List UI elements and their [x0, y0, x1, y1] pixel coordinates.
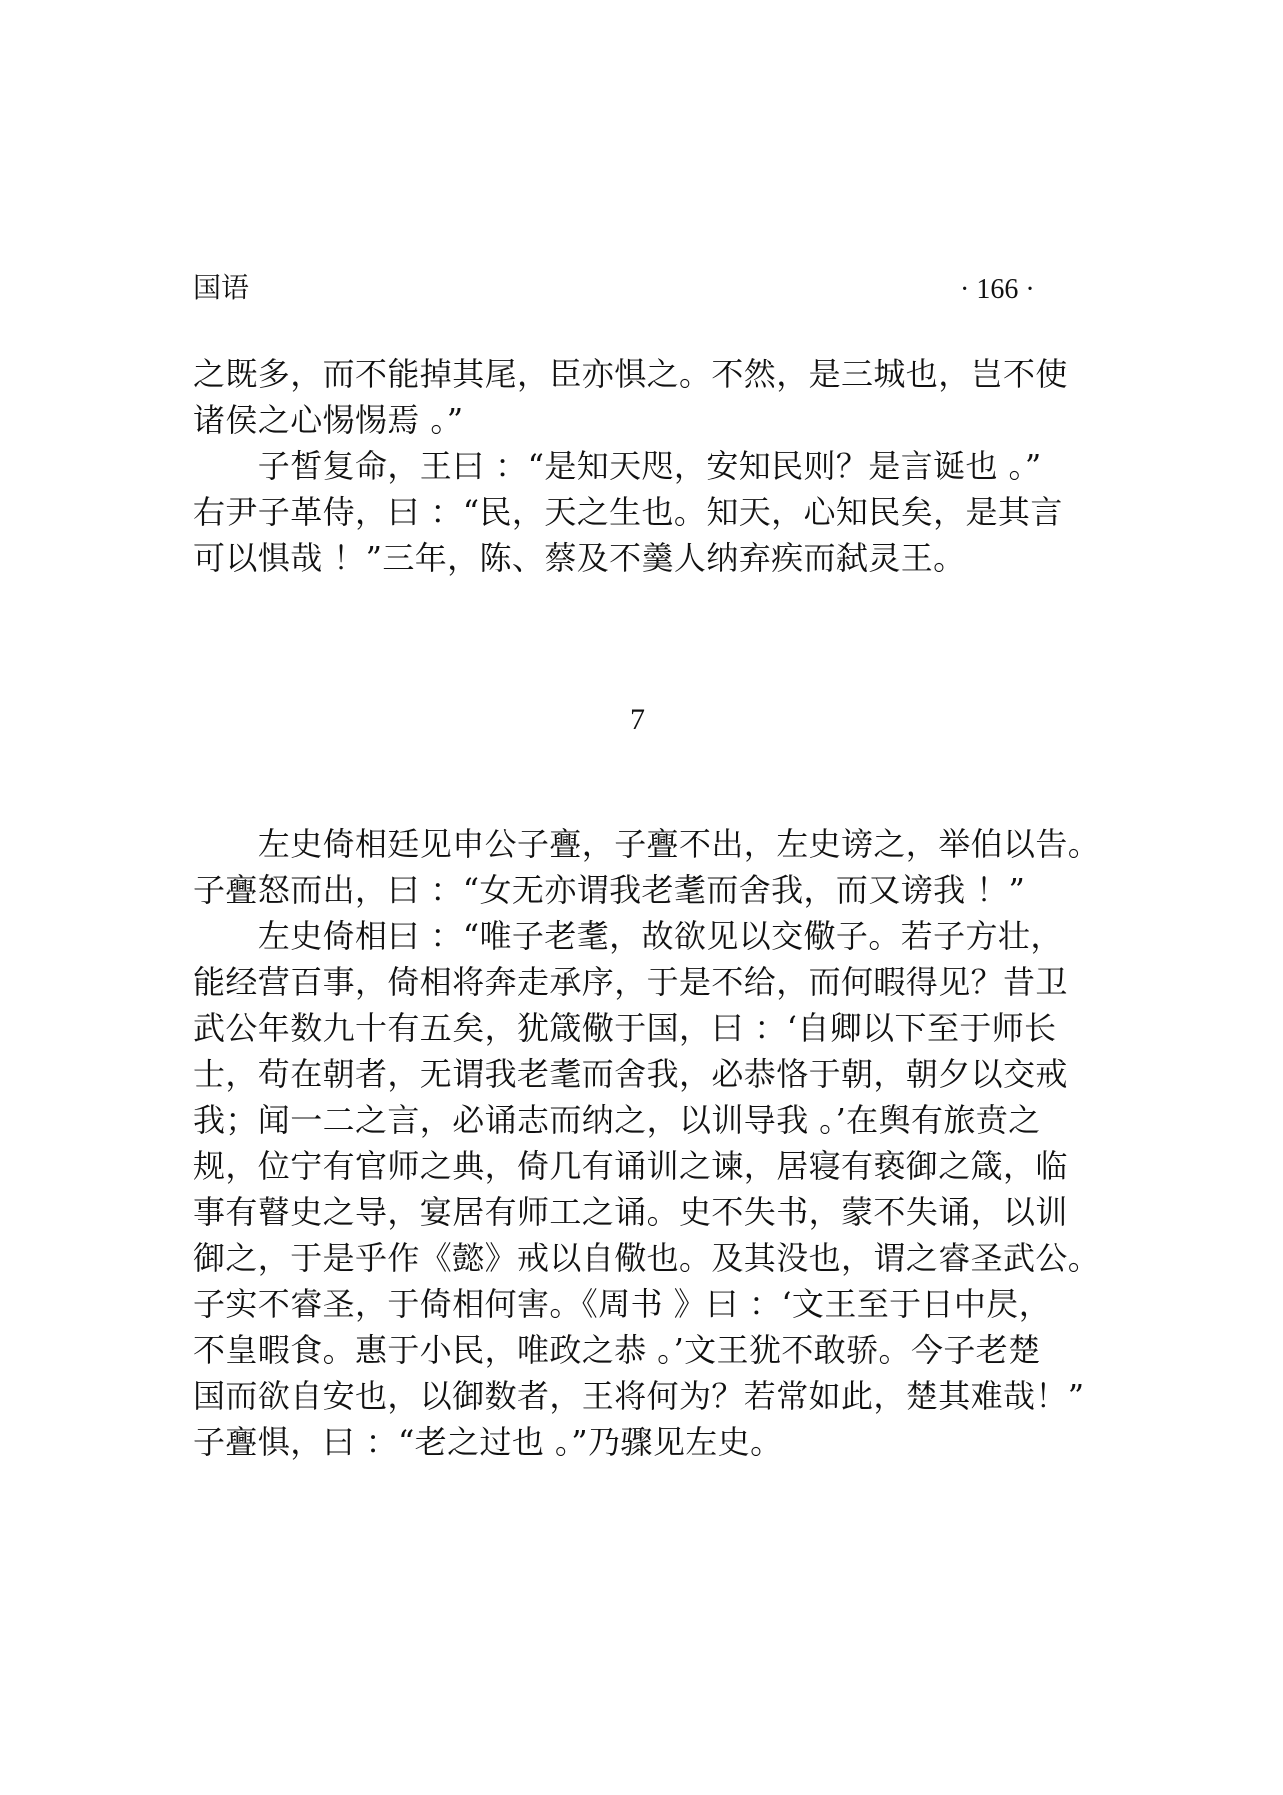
- text-line: 子皙复命，王曰 ：“是知天咫，安知民则？是言诞也 。”: [193, 447, 1042, 485]
- text-line: 右尹子革侍，曰 ：“民，天之生也。知天，心知民矣，是其言: [193, 493, 1063, 531]
- text-line: 左史倚相廷见申公子亹，子亹不出，左史谤之，举伯以告。: [193, 825, 1101, 863]
- text-line: 御之，于是乎作《懿》戒以自儆也。及其没也，谓之睿圣武公。: [193, 1239, 1101, 1277]
- text-line: 不皇暇食。惠于小民，唯政之恭 。’文王犹不敢骄。今子老楚: [193, 1331, 1041, 1369]
- text-line: 之既多，而不能掉其尾，臣亦惧之。不然，是三城也，岂不使: [193, 355, 1068, 393]
- text-line: 可以惧哉 ！”三年，陈、蔡及不羹人纳弃疾而弑灵王。: [193, 539, 966, 577]
- text-line: 诸侯之心惕惕焉 。”: [193, 401, 464, 439]
- text-line: 武公年数九十有五矣，犹箴儆于国，曰 ：‘自卿以下至于师长: [193, 1009, 1057, 1047]
- text-line: 规，位宁有官师之典，倚几有诵训之谏，居寝有亵御之箴，临: [193, 1147, 1068, 1185]
- text-line: 子亹怒而出，曰 ：“女无亦谓我老耄而舍我，而又谤我 ！”: [193, 871, 1026, 909]
- text-line: 国而欲自安也，以御数者，王将何为？若常如此，楚其难哉！”: [193, 1377, 1085, 1415]
- text-line: 事有瞽史之导，宴居有师工之诵。史不失书，蒙不失诵，以训: [193, 1193, 1068, 1231]
- text-line: 子亹惧，曰 ：“老之过也 。”乃骤见左史。: [193, 1423, 783, 1461]
- text-line: 左史倚相曰 ：“唯子老耄，故欲见以交儆子。若子方壮，: [193, 917, 1063, 955]
- text-line: 子实不睿圣，于倚相何害。《周书 》曰 ：‘文王至于日中昃，: [193, 1285, 1052, 1323]
- text-line: 能经营百事，倚相将奔走承序，于是不给，而何暇得见？昔卫: [193, 963, 1068, 1001]
- page-number: · 166 ·: [960, 274, 1035, 305]
- text-line: 士，苟在朝者，无谓我老耄而舍我，必恭恪于朝，朝夕以交戒: [193, 1055, 1068, 1093]
- text-line: 我；闻一二之言，必诵志而纳之，以训导我 。’在舆有旅贲之: [193, 1101, 1041, 1139]
- section-number: 7: [630, 703, 645, 736]
- book-title: 国语: [193, 271, 250, 304]
